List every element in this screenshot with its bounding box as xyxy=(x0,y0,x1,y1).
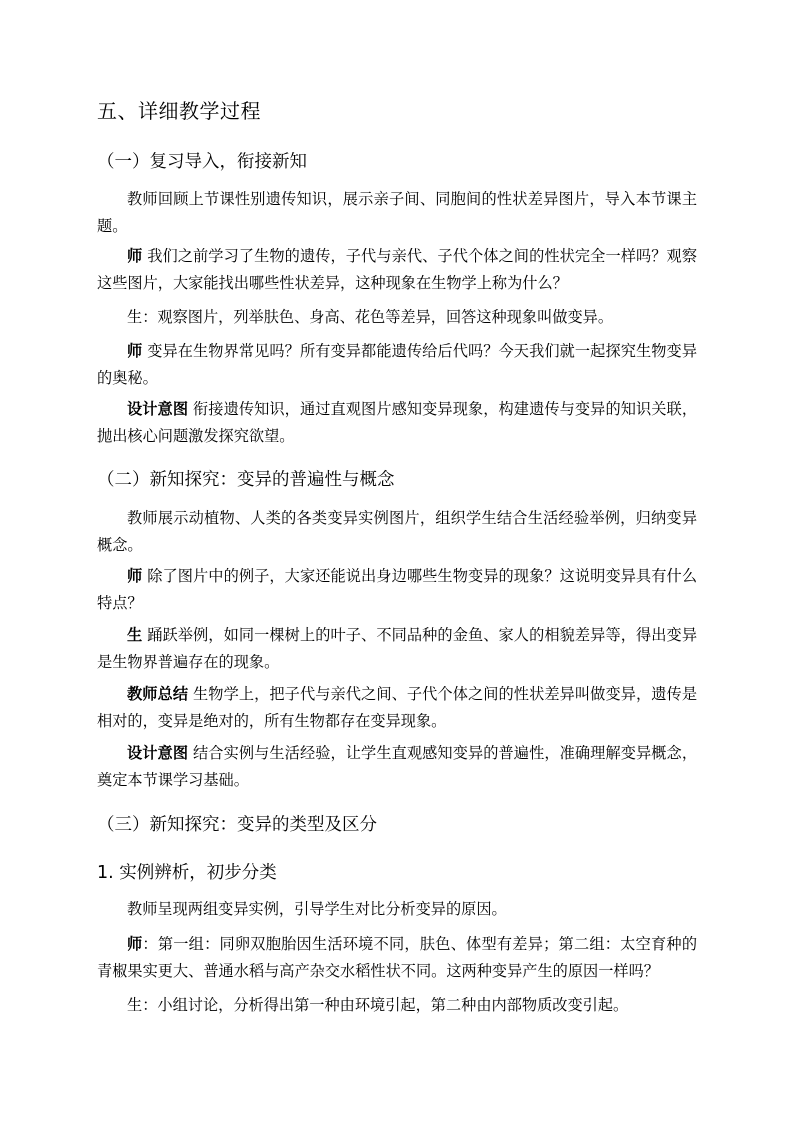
part2-paragraph-5 xyxy=(97,740,697,794)
paragraph-text: ：第一组：同卵双胞胎因生活环境不同，肤色、体型有差异；第二组：太空育种的青椒果实更大、普通水稻与高产杂交水稻性状不同。这两种变异产生的原因一样吗？ xyxy=(97,935,698,980)
part3-subheading: 1. 实例辨析，初步分类 xyxy=(97,863,277,883)
paragraph-text: 除了图片中的例子，大家还能说出身边哪些生物变异的现象？这说明变异具有什么特点？ xyxy=(97,567,698,612)
part3-paragraph-3: 生：小组讨论，分析得出第一种由环境引起，第二种由内部物质改变引起。 xyxy=(127,996,629,1014)
part2-paragraph-3 xyxy=(97,622,697,676)
section-title: 五、详细教学过程 xyxy=(97,99,261,123)
part2-heading: （二）新知探究：变异的普遍性与概念 xyxy=(97,470,395,490)
paragraph-text: 衔接遗传知识，通过直观图片感知变异现象，构建遗传与变异的知识关联，抛出核心问题激发探究欲望。 xyxy=(97,400,698,445)
part1-heading: （一）复习导入，衔接新知 xyxy=(97,152,307,172)
speaker-label: 师 xyxy=(127,567,143,585)
part1-paragraph-2 xyxy=(97,243,697,297)
design-intent-label: 设计意图 xyxy=(127,400,189,418)
speaker-label: 师 xyxy=(127,247,143,265)
teacher-summary-label: 教师总结 xyxy=(127,685,189,703)
part1-paragraph-3: 生：观察图片，列举肤色、身高、花色等差异，回答这种现象叫做变异。 xyxy=(127,308,613,326)
part2-paragraph-4 xyxy=(97,681,697,735)
speaker-label: 师 xyxy=(127,935,143,953)
design-intent-label: 设计意图 xyxy=(127,744,189,762)
part1-paragraph-5 xyxy=(97,396,697,450)
paragraph-text: 踊跃举例，如同一棵树上的叶子、不同品种的金鱼、家人的相貌差异等，得出变异是生物界普遍存在的现象。 xyxy=(97,626,698,671)
part1-paragraph-4 xyxy=(97,338,697,392)
speaker-label: 生 xyxy=(127,626,143,644)
speaker-label: 师 xyxy=(127,342,143,360)
part3-heading: （三）新知探究：变异的类型及区分 xyxy=(97,815,377,835)
part1-paragraph-1: 教师回顾上节课性别遗传知识，展示亲子间、同胞间的性状差异图片，导入本节课主题。 xyxy=(97,190,697,235)
part2-paragraph-2 xyxy=(97,563,697,617)
paragraph-text: 我们之前学习了生物的遗传，子代与亲代、子代个体之间的性状完全一样吗？观察这些图片，大家能找出哪些性状差异，这种现象在生物学上称为什么？ xyxy=(97,247,698,292)
part3-paragraph-2 xyxy=(97,931,697,985)
paragraph-text: 生物学上，把子代与亲代之间、子代个体之间的性状差异叫做变异，遗传是相对的，变异是绝对的，所有生物都存在变异现象。 xyxy=(97,685,698,730)
paragraph-text: 结合实例与生活经验，让学生直观感知变异的普遍性，准确理解变异概念，奠定本节课学习基础。 xyxy=(97,744,698,789)
paragraph-text: 变异在生物界常见吗？所有变异都能遗传给后代吗？今天我们就一起探究生物变异的奥秘。 xyxy=(97,342,698,387)
part3-paragraph-1: 教师呈现两组变异实例，引导学生对比分析变异的原因。 xyxy=(127,900,507,918)
part2-paragraph-1: 教师展示动植物、人类的各类变异实例图片，组织学生结合生活经验举例，归纳变异概念。 xyxy=(97,509,697,554)
